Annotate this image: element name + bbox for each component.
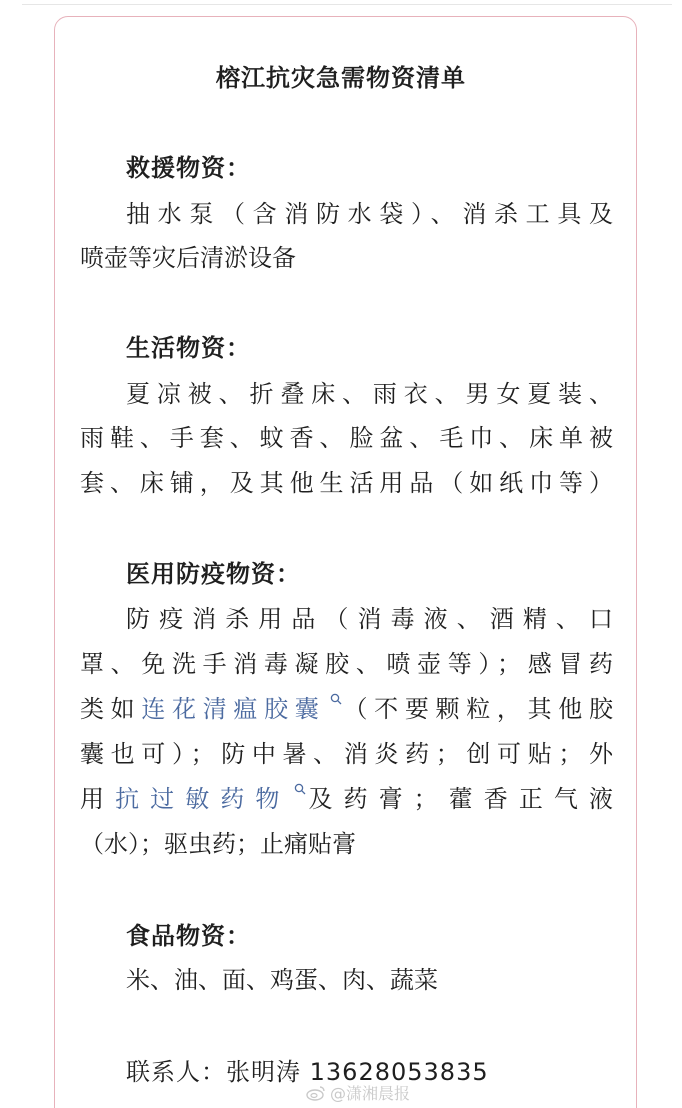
section-heading-rescue: 救援物资： <box>126 154 251 182</box>
medicine-link-text: 抗过敏药物 <box>115 785 291 813</box>
medical-line: （水）；驱虫药；止痛贴膏 <box>80 830 356 858</box>
rescue-line: 抽水泵（含消防水袋）、消杀工具及 <box>126 200 613 228</box>
living-line: 夏凉被、折叠床、雨衣、男女夏装、 <box>126 380 613 408</box>
living-line: 套、床铺，及其他生活用品（如纸巾等） <box>80 469 613 497</box>
medicine-link-text: 连花清瘟胶囊 <box>141 695 326 723</box>
medical-text: 类如 <box>80 695 142 723</box>
search-icon <box>330 693 344 707</box>
medical-line <box>80 689 613 729</box>
medical-text: （不要颗粒，其他胶 <box>343 695 613 723</box>
food-line: 米、油、面、鸡蛋、肉、蔬菜 <box>126 966 438 994</box>
contact-name: 张明涛 <box>226 1058 301 1086</box>
medical-text: 及药膏；藿香正气液 <box>308 785 614 813</box>
watermark <box>306 1081 410 1104</box>
medicine-link-antiallergy[interactable] <box>115 785 308 813</box>
medical-line: 防疫消杀用品（消毒液、酒精、口 <box>126 605 613 633</box>
medical-line: 罩、免洗手消毒凝胶、喷壶等）；感冒药 <box>80 650 613 678</box>
contact-label: 联系人： <box>126 1058 226 1086</box>
section-heading-food: 食品物资： <box>126 922 251 950</box>
section-heading-medical: 医用防疫物资： <box>126 560 301 588</box>
rescue-line: 喷壶等灾后清淤设备 <box>80 244 296 272</box>
watermark-text: @潇湘晨报 <box>329 1084 410 1103</box>
page-title: 榕江抗灾急需物资清单 <box>216 64 466 92</box>
living-line: 雨鞋、手套、蚊香、脸盆、毛巾、床单被 <box>80 424 613 452</box>
medical-line: 囊也可）；防中暑、消炎药；创可贴；外 <box>80 740 613 768</box>
medicine-link-lianhua[interactable] <box>141 695 343 723</box>
section-heading-living: 生活物资： <box>126 334 251 362</box>
contact-phone[interactable]: 13628053835 <box>309 1058 489 1086</box>
top-divider <box>22 4 672 5</box>
weibo-icon <box>306 1085 326 1101</box>
search-icon <box>294 783 308 797</box>
medical-line <box>80 779 613 819</box>
medical-text: 用 <box>80 785 116 813</box>
